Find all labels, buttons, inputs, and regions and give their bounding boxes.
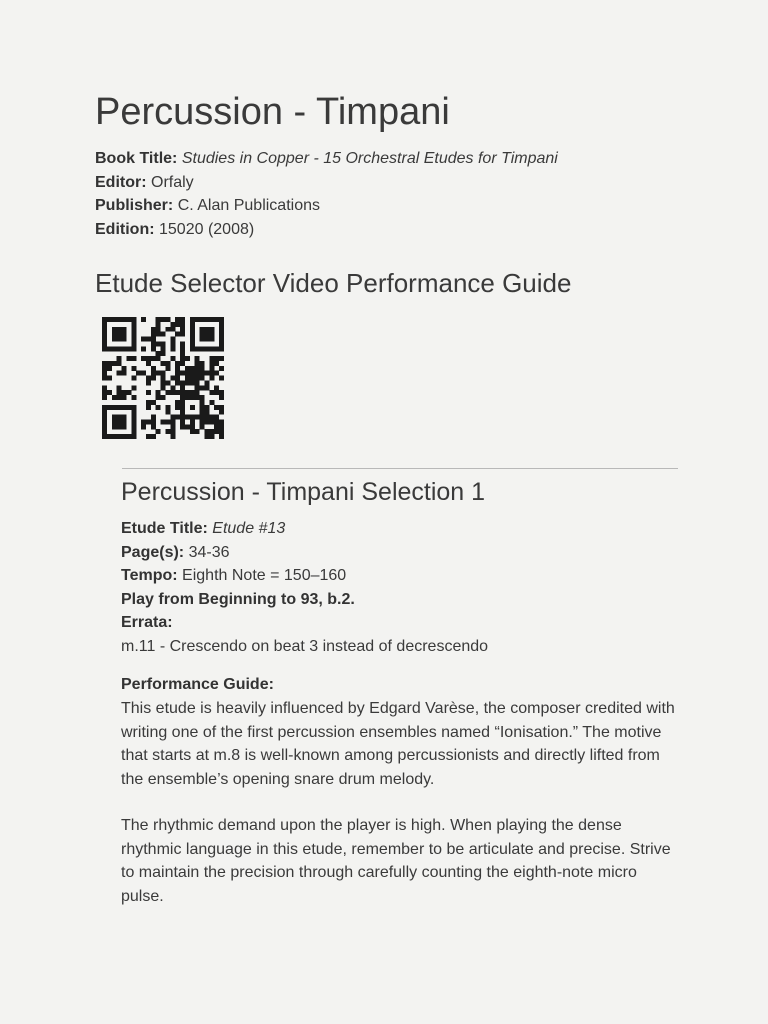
selection-metadata (121, 517, 488, 658)
performance-paragraph-2: The rhythmic demand upon the player is high. When playing the dense rhythmic language in this etude, remember to be articulate and precise. Strive to maintain the precision through carefully counting the eighth-note micro pulse. (121, 817, 671, 905)
edition-row (95, 218, 558, 242)
etude-title-label: Etude Title: (121, 520, 208, 537)
publisher-row (95, 194, 558, 218)
play-instruction-text: Play from Beginning to 93, b.2. (121, 590, 355, 608)
performance-paragraph-1: This etude is heavily influenced by Edgard Varèse, the composer credited with writing one of the first percussion ensembles named “Ionisation.” The motive that starts at m.8 is well-known among percussionists and directly lifted from the ensemble’s opening snare drum melody. (121, 700, 675, 788)
errata-value: m.11 - Crescendo on beat 3 instead of decrescendo (121, 637, 489, 655)
tempo-row (121, 564, 488, 588)
publisher-value: C. Alan Publications (177, 197, 320, 214)
section-divider (122, 468, 678, 469)
errata-row (121, 611, 488, 635)
book-metadata (95, 147, 558, 241)
book-title-label: Book Title: (95, 150, 178, 167)
edition-label: Edition: (95, 220, 155, 238)
pages-row (121, 541, 488, 565)
tempo-label: Tempo: (121, 567, 178, 584)
editor-value: Orfaly (151, 173, 194, 191)
pages-value: 34-36 (188, 543, 230, 561)
selection-title: Percussion - Timpani Selection 1 (121, 478, 486, 506)
publisher-label: Publisher: (95, 197, 174, 214)
edition-value: 15020 (2008) (159, 220, 255, 238)
qr-code-icon[interactable] (102, 316, 224, 440)
section-title: Etude Selector Video Performance Guide (95, 268, 572, 298)
errata-label: Errata: (121, 614, 173, 631)
book-title-row (95, 147, 558, 171)
etude-title-row (121, 517, 488, 541)
editor-label: Editor: (95, 173, 147, 191)
play-instruction (121, 588, 488, 612)
page-title: Percussion - Timpani (95, 91, 450, 133)
editor-row (95, 171, 558, 195)
etude-title-value: Etude #13 (212, 520, 286, 537)
book-title-value: Studies in Copper - 15 Orchestral Etudes for Timpani (181, 150, 558, 167)
tempo-value: Eighth Note = 150–160 (182, 567, 347, 584)
pages-label: Page(s): (121, 543, 185, 561)
performance-guide-label: Performance Guide: (121, 676, 274, 693)
